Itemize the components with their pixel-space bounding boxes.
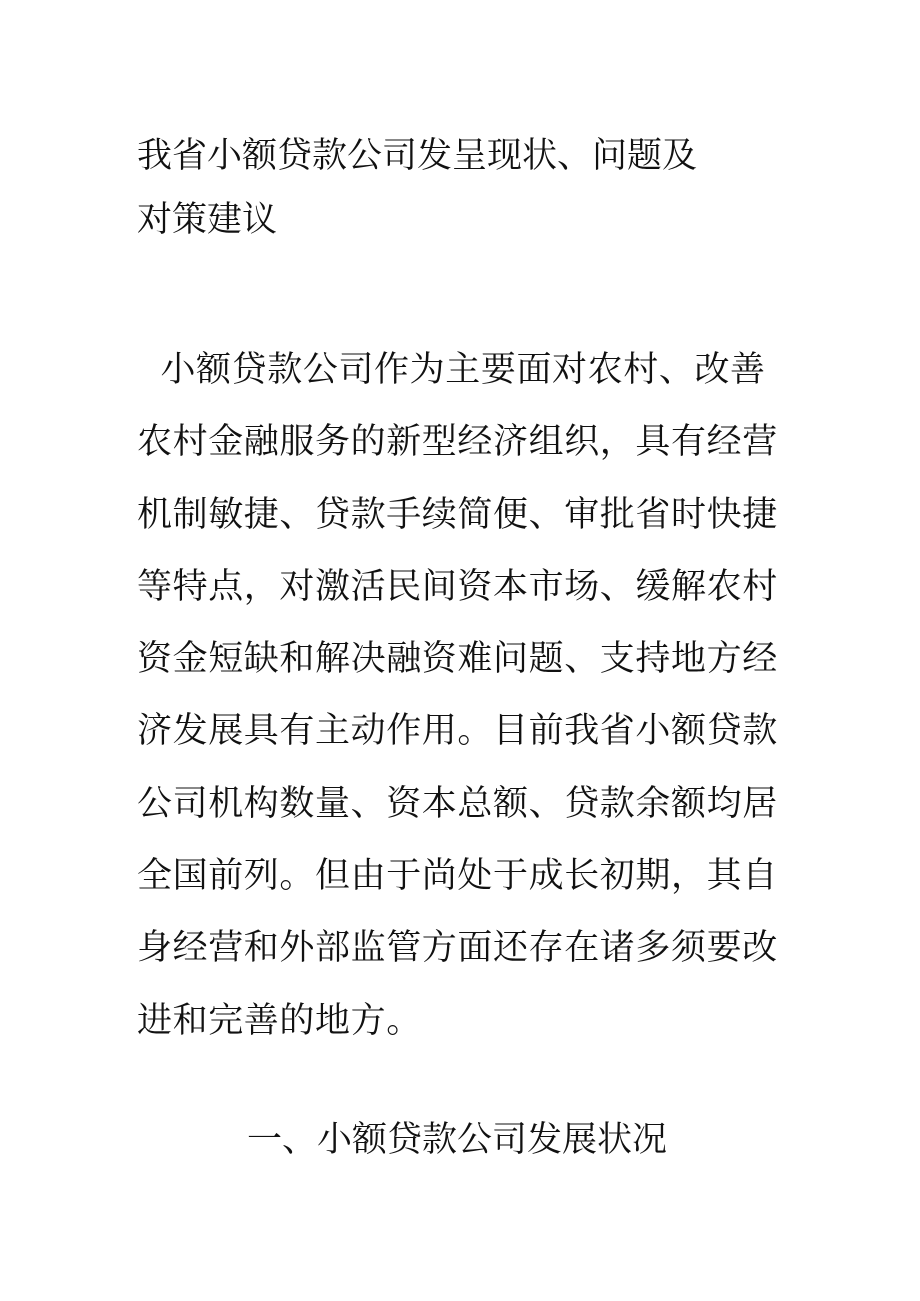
paragraph-line: 资金短缺和解决融资难问题、支持地方经 — [137, 639, 778, 680]
paragraph-line: 小额贷款公司作为主要面对农村、改善 — [137, 350, 766, 390]
paragraph-line: 公司机构数量、资本总额、贷款余额均居 — [137, 783, 778, 824]
document-title — [137, 124, 777, 252]
paragraph-line: 农村金融服务的新型经济组织，具有经营 — [137, 422, 778, 463]
title-line: 对策建议 — [137, 200, 278, 240]
paragraph-line: 身经营和外部监管方面还存在诸多须要改 — [137, 928, 778, 969]
title-line: 我省小额贷款公司发呈现状、问题及 — [137, 136, 698, 176]
paragraph-line: 等特点，对激活民间资本市场、缓解农村 — [137, 566, 778, 607]
paragraph-line: 机制敏捷、贷款手续简便、审批省时快捷 — [137, 494, 778, 535]
paragraph-line: 济发展具有主动作用。目前我省小额贷款 — [137, 711, 778, 752]
paragraph-line: 进和完善的地方。 — [137, 1000, 422, 1041]
intro-paragraph — [137, 334, 777, 1057]
section-heading: 一、小额贷款公司发展状况 — [247, 1120, 668, 1160]
paragraph-line: 全国前列。但由于尚处于成长初期，其自 — [137, 856, 778, 897]
